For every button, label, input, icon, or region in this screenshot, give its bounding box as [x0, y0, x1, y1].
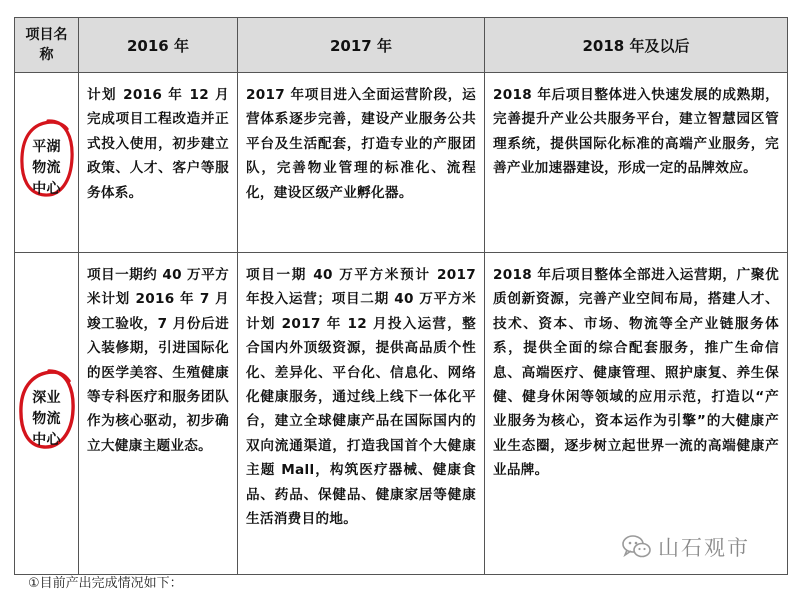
- project-name-cell: [15, 253, 79, 575]
- plan-2017-cell: 2017 年项目进入全面运营阶段，运营体系逐步完善，建设产业服务公共平台及生活配套，打造专业的产服团队，完善物业管理的标准化、流程化，建设区级产业孵化器。: [238, 73, 485, 253]
- plan-2018-cell: 2018 年后项目整体进入快速发展的成熟期，完善提升产业公共服务平台，建立智慧园区管理系统，提供国际化标准的高端产业服务，完善产业加速器建设，形成一定的品牌效应。: [485, 73, 788, 253]
- watermark-text: 山石观市: [658, 536, 750, 560]
- table-row: [15, 253, 788, 575]
- project-name-label: 深业物流中心: [32, 390, 61, 449]
- table-header-row: [15, 18, 788, 73]
- project-plan-table: [14, 17, 788, 575]
- plan-2016-cell: 项目一期约 40 万平方米计划 2016 年 7 月竣工验收，7 月份后进入装修期，引进国际化的医学美容、生殖健康等专科医疗和服务团队作为核心驱动，初步确立大健康主题业态。: [79, 253, 238, 575]
- wechat-icon: [622, 534, 652, 560]
- circled-name: [18, 367, 76, 451]
- watermark: [622, 532, 750, 562]
- header-project-name: 项目名称: [15, 18, 79, 73]
- footer-note: ①目前产出完成情况如下：: [28, 576, 183, 591]
- table-row: [15, 73, 788, 253]
- project-name-label: 平湖物流中心: [32, 139, 61, 198]
- header-2016: 2016 年: [79, 18, 238, 73]
- header-2018: 2018 年及以后: [485, 18, 788, 73]
- plan-2018-cell: 2018 年后项目整体全部进入运营期，广聚优质创新资源，完善产业空间布局，搭建人才、技术、资本、市场、物流等全产业链服务体系，提供全面的综合配套服务，推广生命信息、高端医疗、健康管理、照护康复、养生保健、健身休闲等领域的应用示范，打造以“产业服务为核心，资本运作为引擎”的大健康产业生态圈，逐步树立起世界一流的高端健康产业品牌。: [485, 253, 788, 575]
- header-2017: 2017 年: [238, 18, 485, 73]
- project-name-cell: [15, 73, 79, 253]
- plan-2017-cell: 项目一期 40 万平方米预计 2017 年投入运营；项目二期 40 万平方米计划 2017 年 12 月投入运营，整合国内外顶级资源，提供高品质个性化、差异化、平台化、信息化、网络化健康服务，通过线上线下一体化平台，建立全球健康产品在国际国内的双向流通渠道，打造我国首个大健康主题 Mall，构筑医疗器械、健康食品、药品、保健品、健康家居等健康生活消费目的地。: [238, 253, 485, 575]
- circled-name: [18, 116, 76, 200]
- plan-2016-cell: 计划 2016 年 12 月完成项目工程改造并正式投入使用，初步建立政策、人才、客户等服务体系。: [79, 73, 238, 253]
